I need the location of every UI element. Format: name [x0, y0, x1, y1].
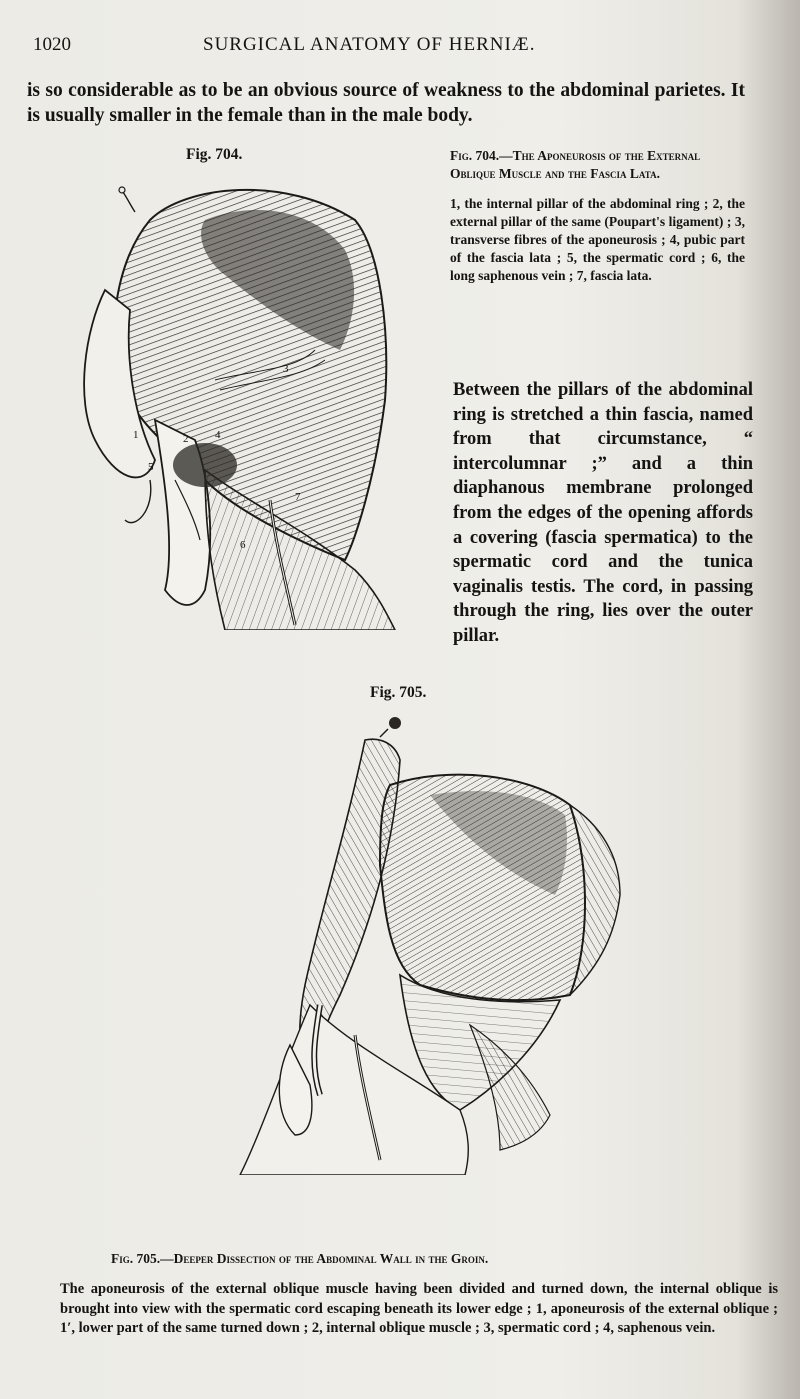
- fig705-label: Fig. 705.: [370, 684, 427, 701]
- running-title: SURGICAL ANATOMY OF HERNIÆ.: [203, 34, 536, 55]
- fig705-caption-body: The aponeurosis of the external oblique muscle having been divided and turned down, the internal oblique is brought into view with the spermatic cord escaping beneath its lower edge ; 1, aponeurosis of the external oblique ; 1′, lower part of the same turned down ; 2, internal oblique muscle ; 3, spermatic cord ; 4, saphenous vein.: [60, 1281, 778, 1337]
- intro-paragraph: is so considerable as to be an obvious source of weakness to the abdominal parietes. It is usually smaller in the female than in the male body.: [27, 80, 745, 126]
- running-header: [33, 34, 753, 58]
- fig704-marker-4: 4: [215, 429, 221, 441]
- fig704-marker-1: 1: [133, 429, 139, 441]
- page-number: 1020: [33, 34, 71, 55]
- fig704-marker-7: 7: [295, 491, 301, 503]
- fig704-illustration: [55, 180, 455, 630]
- fig704-caption-title: Fig. 704.—The Aponeurosis of the External Oblique Muscle and the Fascia Lata.: [450, 148, 701, 181]
- fig704-marker-3: 3: [283, 363, 289, 375]
- body-paragraph: Between the pillars of the abdominal ring is stretched a thin fascia, named from that circumstance, “ intercolumnar ;” and a thin diaphanous membrane prolonged from the edges of the opening affords a covering (fascia spermatica) to the spermatic cord and the tunica vaginalis testis. The cord, in passing through the ring, lies over the outer pillar.: [453, 380, 753, 646]
- fig704-marker-5: 5: [148, 461, 154, 473]
- fig704-caption: [450, 147, 745, 285]
- fig705-caption-title: Fig. 705.—Deeper Dissection of the Abdominal Wall in the Groin.: [111, 1251, 489, 1266]
- fig704-marker-2: 2: [183, 433, 189, 445]
- fig704-label: Fig. 704.: [186, 146, 243, 163]
- fig704-marker-6: 6: [240, 539, 246, 551]
- fig705-illustration: [170, 715, 650, 1175]
- fig704-caption-body: 1, the internal pillar of the abdominal ring ; 2, the external pillar of the same (Poupart's ligament) ; 3, transverse fibres of the aponeurosis ; 4, pubic part of the fascia lata ; 5, the spermatic cord ; 6, the long saphenous vein ; 7, fascia lata.: [450, 196, 745, 283]
